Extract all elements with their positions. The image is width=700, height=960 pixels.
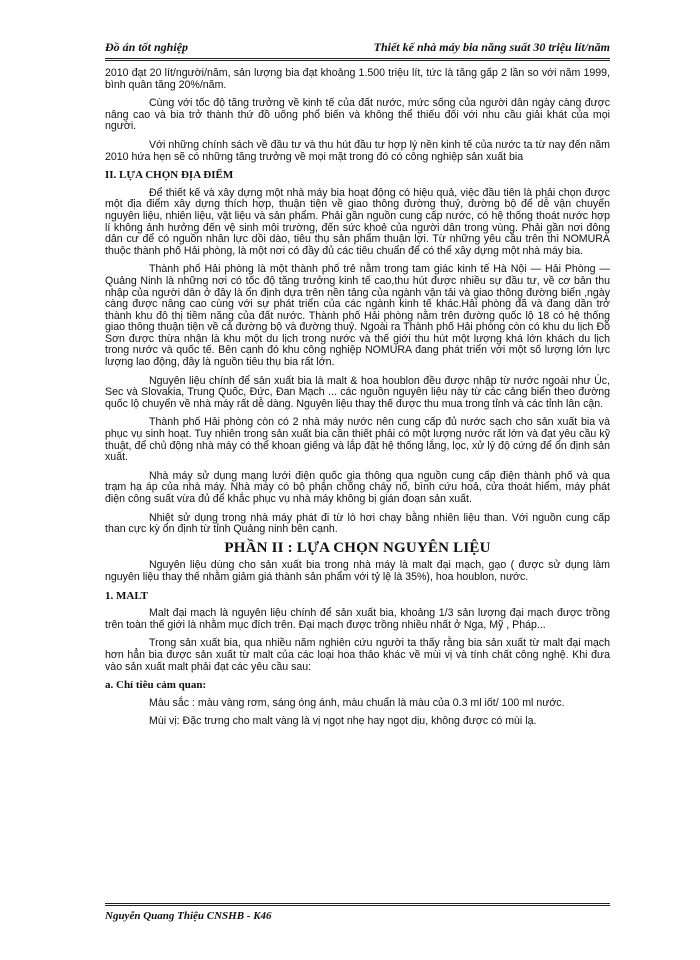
- paragraph: Cùng với tốc độ tăng trưởng về kinh tế của đất nước, mức sống của người dân ngày càng được nâng cao và bia trở thành thứ đồ uống phổ biến và không thể thiếu đối với nhu cầu giải khát của mọi người.: [105, 97, 610, 133]
- paragraph: Nhiệt sử dụng trong nhà máy phát đi từ lò hơi chạy bằng nhiên liệu than. Với nguồn cung cấp than cực kỳ ổn định từ tỉnh Quảng ninh bên cạnh.: [105, 511, 610, 536]
- paragraph: Thành phố Hải phòng là một thành phố trẻ nằm trong tam giác kinh tế Hà Nội — Hải Phòng — Quảng Ninh là những nơi có tốc độ tăng trưởng kinh tế cao,thu hút được nhiều sự đầu tư, về cơ bản thu nhập của người dân ở đây là ổn định dựa trên nền tảng của ngành vận tải và giao thông đường biển ,ngày càng được nâng cao cùng với sự phát triển của các ngành kinh tế khác.Hải phòng đã và đang dần trở thành khu đô thị tiềm năng của đất nước. Thành phố Hải phòng nằm trên đường quốc lộ 18 có hệ thống giao thông thuận tiện về cả đường bộ và đường thuỷ. Ngoài ra Thành phố Hải phòng còn có khu du lịch Đồ Sơn được thừa nhận là khu một du lịch trong nước và thế giới thu hút một lượng khá lớn khách du lịch trong nước và quốc tế. Bên cạnh đó khu công nghiệp NOMURA đang phát triển với một số lượng lớn lực lượng lao động, đây là nguồn tiêu thụ bia rất lớn.: [105, 263, 610, 369]
- paragraph: Để thiết kế và xây dựng một nhà máy bia hoạt động có hiệu quả, việc đầu tiên là phải chọn được một địa điểm xây dựng thích hợp, thuận tiện về giao thông đường thuỷ, đường bộ để dễ vận chuyển nguyên liệu, nhiên liệu, vật liệu và sản phẩm. Phải gần nguồn cung cấp nước, có hệ thống thoát nước hợp lí không ảnh hưởng đến vệ sinh môi trường, đến sức khoẻ của người dân trong vùng. Phải gần nơi đông dân cư để có nguồn nhân lực dồi dào, tiêu thụ sản phẩm thuận lợi. Từ những yêu cầu trên thì NOMURA thuộc thành phố Hải phòng, là một nơi có đầy đủ các tiêu chuẩn để có thể xây dựng một nhà máy bia.: [105, 186, 610, 257]
- paragraph: Nhà máy sử dụng mạng lưới điện quốc gia thông qua nguồn cung cấp điện thành phố và qua trạm hạ áp của nhà máy. Nhà máy có bộ phận chống cháy nổ, bình cứu hoả, cửa thoát hiểm, máy phát điện công suất vừa đủ để khắc phục vụ nhà máy không bị gián đoạn sản xuất.: [105, 469, 610, 505]
- subsection-heading: a. Chỉ tiêu cảm quan:: [105, 679, 207, 692]
- paragraph: Màu sắc : màu vàng rơm, sáng óng ánh, màu chuẩn là màu của 0.3 ml iốt/ 100 ml nước.: [149, 696, 565, 709]
- page-footer: Nguyễn Quang Thiệu CNSHB - K46: [105, 910, 272, 922]
- part-heading: PHẦN II : LỰA CHỌN NGUYÊN LIỆU: [224, 539, 491, 556]
- page-header: [105, 38, 610, 58]
- paragraph: Nguyên liệu dùng cho sản xuất bia trong nhà máy là malt đại mạch, gạo ( được sử dụng làm nguyên liệu thay thế nhằm giảm giá thành sản phẩm với tỷ lệ là 35%), hoa houblon, nước.: [105, 559, 610, 583]
- section-heading: II. LỰA CHỌN ĐỊA ĐIỂM: [105, 169, 234, 182]
- paragraph: Thành phố Hải phòng còn có 2 nhà máy nước nên cung cấp đủ nước sạch cho sản xuất bia và phục vụ sinh hoạt. Tuy nhiên trong sản xuất bia cần thiết phải có một lượng nước rất lớn và đạt yêu cầu kỹ thuật, để chủ động nhà máy có thể khoan giếng và lắp đặt hệ thống lắng, lọc, xử lý độ cứng để ổn định sản xuất.: [105, 416, 610, 464]
- paragraph: Nguyên liệu chính để sản xuất bia là malt & hoa houblon đều được nhập từ nước ngoài như Úc, Sec và Slovakia, Trung Quốc, Đức, Đan Mạch ... các nguồn nguyên liệu này từ các cảng biển theo đường quốc lộ chuyển về nhà máy rất dễ dàng. Nguyên liệu thay thế được thu mua trong tỉnh và các tỉnh lân cận.: [105, 374, 610, 410]
- paragraph: 2010 đạt 20 lít/người/năm, sản lượng bia đạt khoảng 1.500 triệu lít, tức là tăng gấp 2 lần so với năm 1999, bình quân tăng 20%/năm.: [105, 67, 610, 91]
- paragraph: Trong sản xuất bia, qua nhiều năm nghiên cứu người ta thấy rằng bia sản xuất từ malt đại mạch hơn hẳn bia được sản xuất từ malt của các loại hoa thảo khác về mùi vị và tính chất công nghệ. Khi đưa vào sản xuất malt phải đạt các yêu cầu sau:: [105, 637, 610, 673]
- paragraph: Mùi vị: Đặc trưng cho malt vàng là vị ngọt nhẹ hay ngọt dịu, không được có mùi lạ.: [149, 715, 537, 728]
- document-body: [105, 68, 610, 735]
- header-rule: [105, 58, 610, 61]
- paragraph: Malt đại mạch là nguyên liệu chính để sản xuất bia, khoảng 1/3 sản lượng đại mạch được trồng trên toàn thế giới là nhằm mục đích trên. Đại mạch được trồng nhiều nhất ở Nga, Mỹ , Pháp...: [105, 607, 610, 631]
- header-left-title: Đồ án tốt nghiệp: [105, 40, 189, 54]
- footer-rule: [105, 903, 610, 906]
- header-right-title: Thiết kế nhà máy bia năng suất 30 triệu lít/năm: [373, 40, 610, 54]
- paragraph: Với những chính sách về đầu tư và thu hút đầu tư hợp lý nền kinh tế của nước ta từ nay đến năm 2010 hứa hẹn sẽ có những tăng trưởng về mọi mặt trong đó có công nghiệp sản xuất bia: [105, 138, 610, 163]
- section-heading: 1. MALT: [105, 589, 148, 602]
